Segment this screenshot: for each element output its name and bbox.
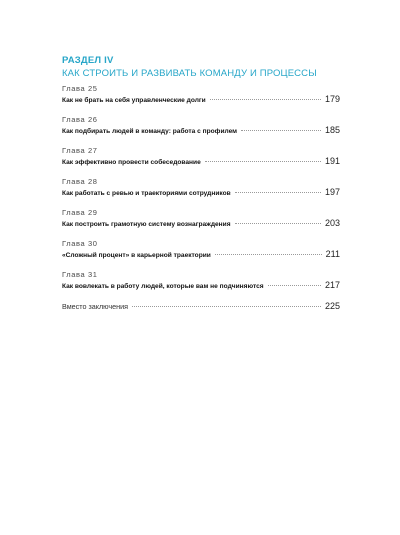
toc-entry-chapter-28[interactable] — [62, 177, 340, 199]
chapter-title: Как работать с ревью и траекториями сотрудников — [62, 190, 231, 197]
chapter-label: Глава 26 — [62, 115, 98, 124]
chapter-title: Как эффективно провести собеседование — [62, 159, 201, 166]
chapter-title: «Сложный процент» в карьерной траектории — [62, 252, 211, 259]
toc-entry-chapter-25[interactable] — [62, 84, 340, 106]
conclusion-title: Вместо заключения — [62, 302, 129, 311]
page-number: 197 — [324, 187, 340, 197]
toc-entry-chapter-30[interactable] — [62, 239, 340, 261]
dot-leader — [268, 285, 321, 286]
toc-row — [62, 94, 340, 106]
toc-entry-chapter-27[interactable] — [62, 146, 340, 168]
section-title: КАК СТРОИТЬ И РАЗВИВАТЬ КОМАНДУ И ПРОЦЕССЫ — [62, 68, 317, 79]
page-number: 191 — [324, 156, 340, 166]
page-number: 217 — [324, 280, 340, 290]
page-number: 225 — [324, 301, 340, 311]
dot-leader — [205, 161, 321, 162]
dot-leader — [241, 130, 321, 131]
section-header — [62, 55, 362, 80]
page-number: 211 — [325, 249, 340, 259]
toc-row — [62, 187, 340, 199]
dot-leader — [235, 223, 321, 224]
dot-leader — [215, 254, 322, 255]
chapter-label: Глава 31 — [62, 270, 98, 279]
toc-entry-conclusion[interactable] — [62, 301, 340, 312]
toc-entry-chapter-29[interactable] — [62, 208, 340, 230]
chapter-title: Как вовлекать в работу людей, которые вам не подчиняются — [62, 283, 264, 290]
toc-entry-chapter-31[interactable] — [62, 270, 340, 292]
page-number: 203 — [324, 218, 340, 228]
table-of-contents — [62, 84, 340, 321]
toc-entry-chapter-26[interactable] — [62, 115, 340, 137]
toc-row — [62, 280, 340, 292]
toc-row — [62, 156, 340, 168]
dot-leader — [210, 99, 321, 100]
toc-row — [62, 301, 340, 312]
chapter-label: Глава 30 — [62, 239, 98, 248]
chapter-title: Как не брать на себя управленческие долги — [62, 97, 206, 104]
dot-leader — [132, 306, 321, 307]
toc-row — [62, 218, 340, 230]
section-number: РАЗДЕЛ IV — [62, 55, 114, 66]
toc-row — [62, 249, 340, 261]
page-number: 185 — [324, 125, 340, 135]
chapter-label: Глава 28 — [62, 177, 98, 186]
chapter-title: Как подбирать людей в команду: работа с профилем — [62, 128, 238, 135]
chapter-label: Глава 27 — [62, 146, 98, 155]
chapter-label: Глава 29 — [62, 208, 98, 217]
toc-row — [62, 125, 340, 137]
chapter-title: Как построить грамотную систему вознаграждения — [62, 221, 231, 228]
dot-leader — [235, 192, 321, 193]
chapter-label: Глава 25 — [62, 84, 98, 93]
page-number: 179 — [324, 94, 340, 104]
